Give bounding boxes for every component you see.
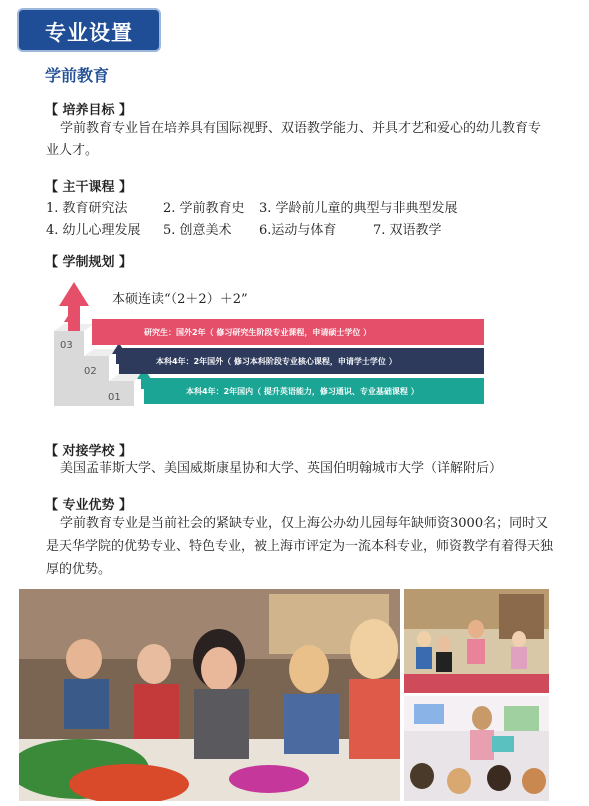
course-item: 7. 双语教学 [373,223,442,238]
course-item: 6.运动与体育 [259,223,337,238]
courses-heading: 【 主干课程 】 [45,180,133,195]
study-plan-diagram [44,276,484,426]
goal-heading: 【 培养目标 】 [45,103,133,118]
teacher-reading-photo [404,696,549,801]
step-number: 01 [108,392,121,403]
course-item: 2. 学前教育史 [163,201,245,216]
banner-title: 专业设置 [45,21,133,45]
section-banner [19,10,159,50]
major-title: 学前教育 [45,66,110,85]
course-item: 4. 幼儿心理发展 [46,223,141,238]
plan-heading: 【 学制规划 】 [45,255,133,270]
step-number: 03 [60,340,73,351]
course-item: 5. 创意美术 [163,223,232,238]
step-number: 02 [84,366,97,377]
circle-time-photo [404,589,549,693]
course-item: 1. 教育研究法 [46,201,128,216]
goal-text-line1: 学前教育专业旨在培养具有国际视野、双语教学能力、并具才艺和爱心的幼儿教育专 [60,121,542,136]
advantage-line3: 厚的优势。 [46,562,112,577]
advantage-line1: 学前教育专业是当前社会的紧缺专业，仅上海公办幼儿园每年缺师资3000名；同时又 [60,516,549,531]
plan-bar-text: 本科4年：2年国外（ 修习本科阶段专业核心课程，申请学士学位 ） [156,357,397,366]
advantage-line2: 是天华学院的优势专业、特色专业，被上海市评定为一流本科专业，师资教学有着得天独 [46,539,554,554]
advantage-heading: 【 专业优势 】 [45,498,133,513]
course-item: 3. 学龄前儿童的典型与非典型发展 [259,201,458,216]
plan-bar-text: 研究生：国外2年（ 修习研究生阶段专业课程，申请硕士学位 ） [144,328,372,337]
classroom-painting-photo [19,589,400,801]
partners-heading: 【 对接学校 】 [45,444,133,459]
plan-bar-text: 本科4年：2年国内（ 提升英语能力，修习通识、专业基础课程 ） [186,387,419,396]
partners-text: 美国孟菲斯大学、美国威斯康星协和大学、英国伯明翰城市大学（详解附后） [60,461,503,476]
plan-caption: 本硕连读“（2＋2）＋2” [112,292,248,307]
goal-text-line2: 业人才。 [46,143,99,158]
